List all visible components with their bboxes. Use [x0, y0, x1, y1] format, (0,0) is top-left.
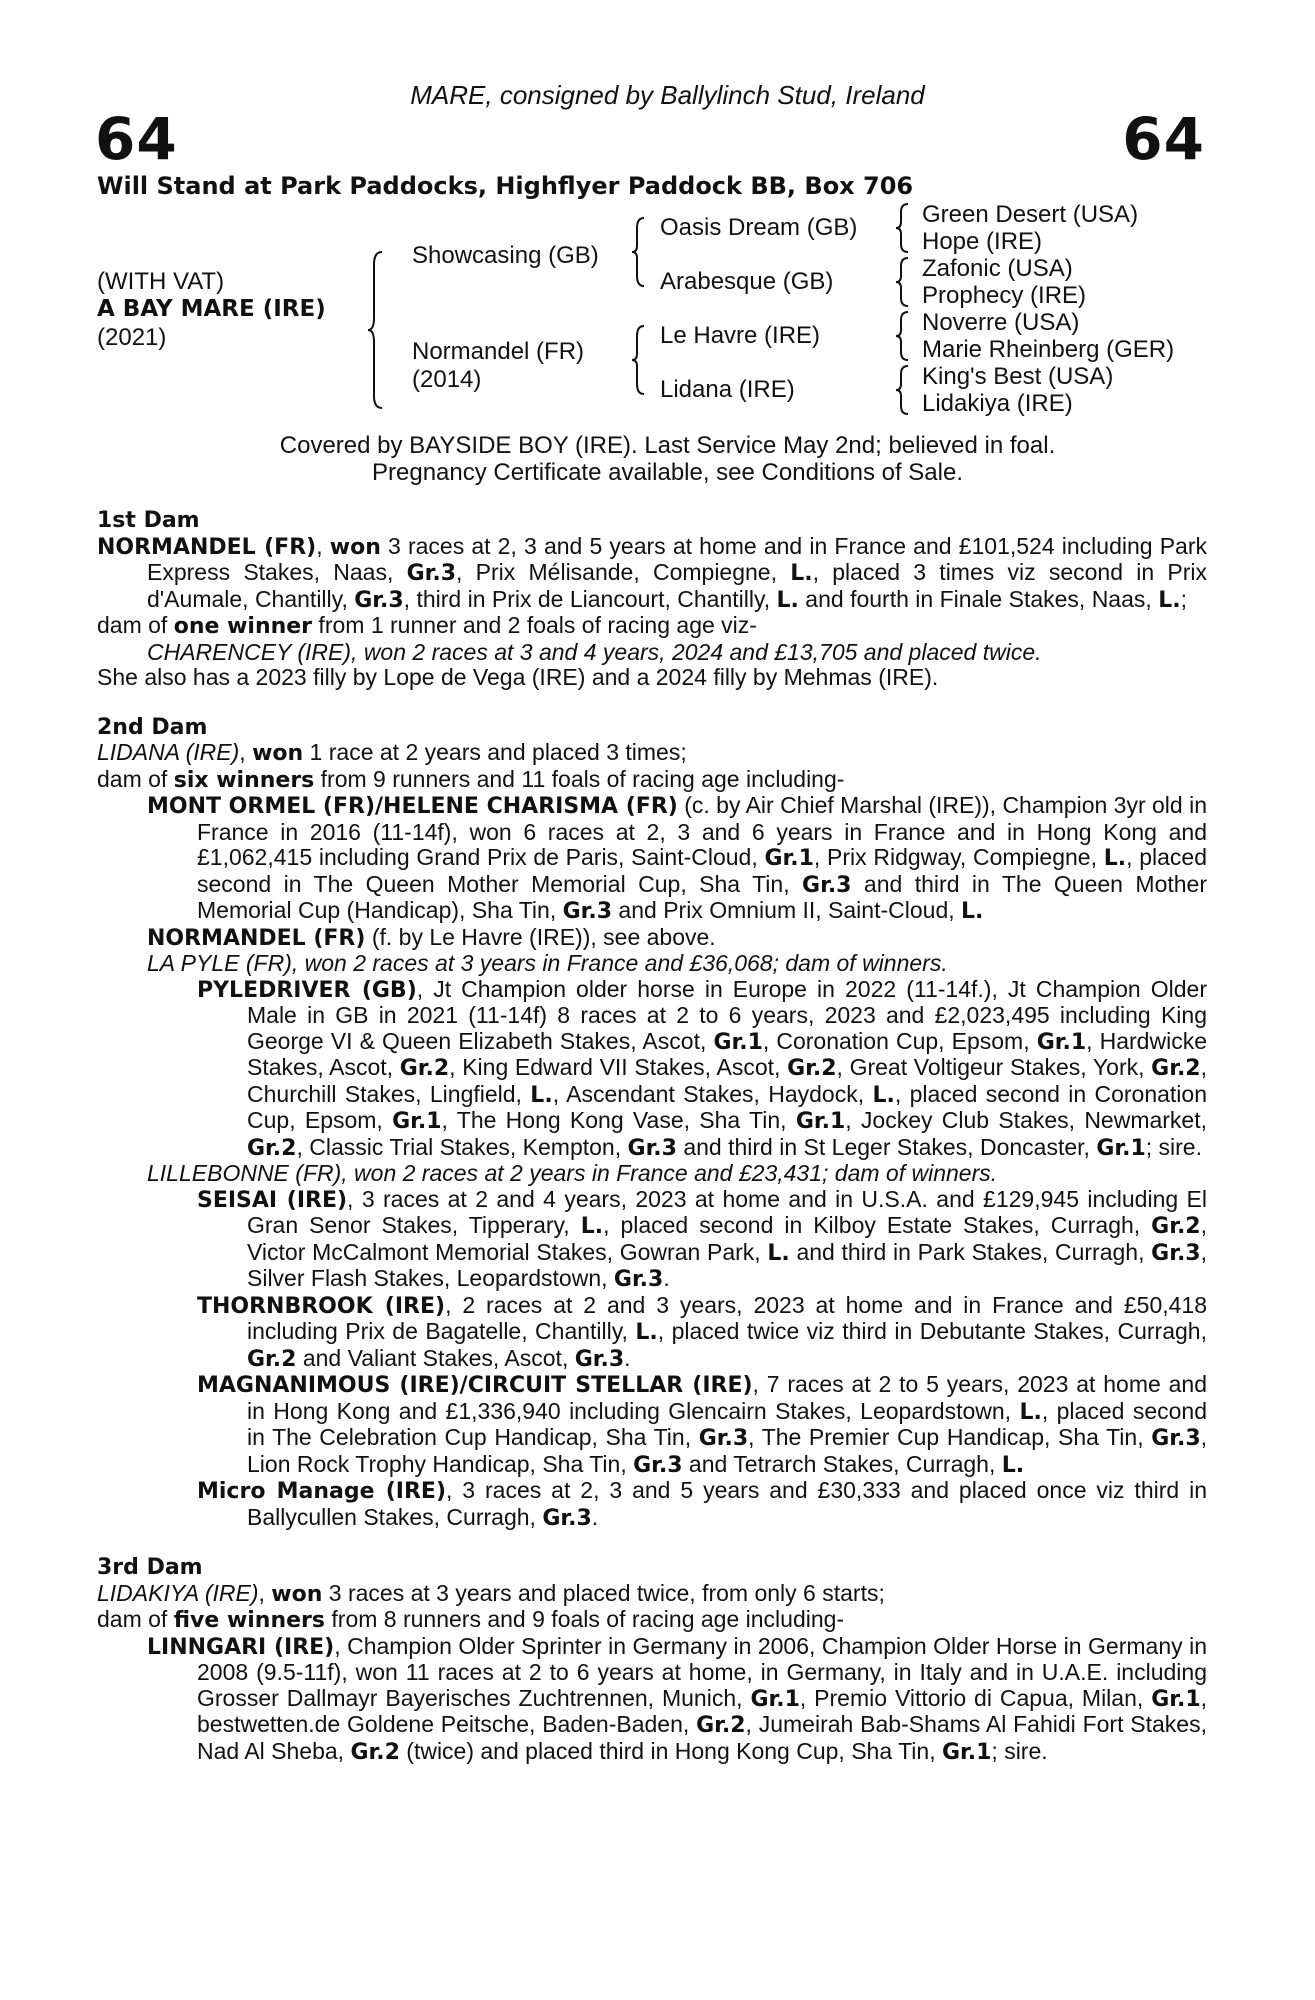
- horse-name: NORMANDEL (FR): [147, 925, 366, 951]
- text: from 1 runner and 2 foals of racing age viz-: [312, 612, 757, 638]
- first-dam-heading: 1st Dam: [97, 508, 200, 533]
- horse-name: A BAY MARE (IRE): [97, 296, 326, 322]
- text: , Jt Champion older horse in Europe in 2022 (11-14f.), Jt Champion Older Male in GB in 2021 (11-14f) 8 races at 2 to 6 years, 2023 and £2,023,495 including King George VI & Queen Elizabeth Stakes, Ascot,: [247, 975, 1207, 1054]
- text: , King Edward VII Stakes, Ascot,: [449, 1054, 788, 1080]
- text: and third in Park Stakes, Curragh,: [789, 1238, 1152, 1265]
- text: ;: [1180, 585, 1187, 612]
- text: .: [624, 1344, 631, 1371]
- horse-name: PYLEDRIVER (GB): [197, 977, 417, 1003]
- third-dam-record: LIDAKIYA (IRE), won 3 races at 3 years and placed twice, from only 6 starts;: [97, 1579, 885, 1607]
- text: and third in The Queen Mother Memorial Cup (Handicap), Sha Tin,: [197, 870, 1207, 923]
- text: and fourth in Finale Stakes, Naas,: [798, 585, 1159, 612]
- text: , Hardwicke Stakes, Ascot,: [247, 1027, 1207, 1080]
- text: , placed twice viz third in Debutante Stakes, Curragh,: [657, 1318, 1207, 1344]
- grade: Gr.1: [713, 1029, 763, 1055]
- horse-name: MONT ORMEL (FR)/HELENE CHARISMA (FR): [147, 794, 678, 819]
- text: , bestwetten.de Goldene Peitsche, Baden-Baden,: [197, 1684, 1208, 1737]
- gg-5: Noverre (USA): [922, 309, 1080, 336]
- sire-dam: Arabesque (GB): [660, 268, 834, 295]
- sire-sire: Oasis Dream (GB): [660, 214, 858, 241]
- text: and Prix Omnium II, Saint-Cloud,: [612, 897, 962, 923]
- grade: Gr.2: [696, 1713, 746, 1738]
- won-label: won: [271, 1581, 323, 1607]
- second-dam-record: LIDANA (IRE), won 1 race at 2 years and placed 3 times;: [97, 739, 687, 766]
- text: from 8 runners and 9 foals of racing age including-: [325, 1606, 845, 1632]
- grade: Gr.1: [795, 1109, 846, 1134]
- grandproduce-entry: [97, 1372, 1207, 1478]
- gg-4: Prophecy (IRE): [922, 282, 1087, 309]
- grade: Gr.1: [1096, 1135, 1146, 1161]
- stand-location: Will Stand at Park Paddocks, Highflyer Paddock BB, Box 706: [97, 172, 914, 200]
- brace-g4: [896, 364, 912, 416]
- grade: Gr.3: [613, 1267, 664, 1292]
- grade: L.: [872, 1082, 895, 1108]
- gg-7: King's Best (USA): [922, 363, 1114, 390]
- foal-note: She also has a 2023 filly by Lope de Vega (IRE) and a 2024 filly by Mehmas (IRE).: [97, 664, 939, 690]
- text: , placed second in The Queen Mother Memorial Cup, Sha Tin,: [197, 844, 1208, 897]
- brace-main: [368, 250, 388, 410]
- grade: Gr.2: [1151, 1056, 1201, 1081]
- text: ; sire.: [1145, 1133, 1202, 1160]
- grade: Gr.1: [1151, 1686, 1201, 1712]
- text: dam of: [97, 612, 174, 638]
- grade: Gr.1: [941, 1739, 992, 1765]
- grade: Gr.1: [1036, 1029, 1087, 1055]
- produce-record: [97, 508, 1207, 1765]
- covered-line-2: Pregnancy Certificate available, see Conditions of Sale.: [372, 459, 963, 486]
- grade: Gr.2: [787, 1056, 837, 1081]
- foal-entry: CHARENCEY (IRE), won 2 races at 3 and 4 years, 2024 and £13,705 and placed twice.: [147, 638, 1042, 665]
- text: ; sire.: [991, 1737, 1048, 1764]
- text: and Valiant Stakes, Ascot,: [296, 1344, 575, 1371]
- gg-2: Hope (IRE): [922, 228, 1043, 255]
- text: , 3 races at 2 and 4 years, 2023 at home and in U.S.A. and £129,945 including El Gran Senor Stakes, Tipperary,: [247, 1185, 1207, 1238]
- grade: Gr.2: [247, 1346, 297, 1372]
- gg-6: Marie Rheinberg (GER): [922, 336, 1175, 363]
- winners-count: six winners: [173, 767, 315, 793]
- grade: Gr.1: [750, 1686, 800, 1712]
- sire: Showcasing (GB): [412, 242, 599, 269]
- gg-1: Green Desert (USA): [922, 201, 1139, 228]
- grade: Gr.3: [633, 1452, 683, 1478]
- text: , The Hong Kong Vase, Sha Tin,: [441, 1107, 796, 1133]
- grade: L.: [1103, 846, 1127, 871]
- consignor-line: MARE, consigned by Ballylinch Stud, Ireland: [410, 80, 925, 110]
- text: , Victor McCalmont Memorial Stakes, Gowran Park,: [247, 1212, 1207, 1265]
- text: , placed 3 times viz second in Prix d'Aumale, Chantilly,: [147, 559, 1207, 612]
- text: .: [663, 1265, 670, 1291]
- third-dam-heading: 3rd Dam: [97, 1555, 203, 1580]
- horse-name: LINNGARI (IRE): [147, 1634, 335, 1660]
- grade: Gr.1: [764, 846, 814, 871]
- grade: Gr.2: [247, 1135, 297, 1161]
- dam-dam: Lidana (IRE): [660, 376, 795, 403]
- dam-sire: Le Havre (IRE): [660, 322, 821, 349]
- grade: L.: [767, 1240, 790, 1266]
- text: , Classic Trial Stakes, Kempton,: [296, 1133, 628, 1160]
- grade: Gr.3: [562, 899, 613, 924]
- brace-g1: [896, 202, 912, 254]
- dam-year: (2014): [412, 366, 482, 393]
- grade: Gr.3: [802, 872, 852, 898]
- grade: L.: [1001, 1452, 1025, 1478]
- grade: Gr.1: [392, 1109, 442, 1134]
- text: and Tetrarch Stakes, Curragh,: [682, 1450, 1002, 1477]
- first-dam-produce: [97, 613, 1207, 640]
- brace-g2: [896, 256, 912, 308]
- winners-count: one winner: [173, 614, 313, 639]
- text: .: [591, 1503, 599, 1530]
- produce-entry: LILLEBONNE (FR), won 2 races at 2 years in France and £23,431; dam of winners.: [147, 1160, 998, 1186]
- grandproduce-entry: [97, 977, 1207, 1162]
- gg-8: Lidakiya (IRE): [922, 390, 1073, 417]
- text: , placed second in Kilboy Estate Stakes, Curragh,: [603, 1212, 1152, 1238]
- grade: L.: [530, 1082, 553, 1108]
- text: , Lion Rock Trophy Handicap, Sha Tin,: [247, 1424, 1208, 1477]
- grandproduce-entry: [97, 1293, 1207, 1373]
- won-label: won: [329, 534, 381, 560]
- grade: L.: [961, 899, 984, 924]
- grade: Gr.2: [350, 1739, 400, 1765]
- grade: L.: [1158, 587, 1181, 613]
- text: (f. by Le Havre (IRE)), see above.: [365, 923, 716, 950]
- horse-name: Micro Manage (IRE): [197, 1479, 446, 1504]
- produce-entry: [97, 925, 1207, 952]
- grade: L.: [790, 561, 813, 586]
- text: , 3 races at 2, 3 and 5 years and £30,333 and placed once viz third in Ballycullen Stakes, Curragh,: [247, 1477, 1207, 1530]
- text: , Jockey Club Stakes, Newmarket,: [845, 1107, 1208, 1133]
- text: , Premio Vittorio di Capua, Milan,: [799, 1684, 1152, 1711]
- horse-year: (2021): [97, 324, 167, 351]
- text: (c. by Air Chief Marshal (IRE)), Champion 3yr old in France in 2016 (11-14f), won 6 races at 2, 3 and 6 years in France and in Hong Kong and £1,062,415 including Grand Prix de Paris, Saint-Cloud,: [197, 792, 1207, 870]
- grade: Gr.3: [1151, 1426, 1201, 1451]
- second-dam-heading: 2nd Dam: [97, 714, 208, 740]
- third-dam-produce: [97, 1607, 1207, 1634]
- grade: Gr.3: [1151, 1240, 1201, 1266]
- winners-count: five winners: [173, 1608, 326, 1633]
- third-dam-name: LIDAKIYA (IRE): [97, 1579, 259, 1606]
- produce-entry: [97, 1634, 1207, 1766]
- text: dam of: [97, 1606, 174, 1632]
- text: 3 races at 2, 3 and 5 years at home and in France and £101,524 including Park Express Stakes, Naas,: [147, 532, 1208, 585]
- text: , Silver Flash Stakes, Leopardstown,: [247, 1238, 1207, 1291]
- covered-line-1: Covered by BAYSIDE BOY (IRE). Last Service May 2nd; believed in foal.: [279, 432, 1056, 459]
- first-dam-name: NORMANDEL (FR): [97, 534, 317, 560]
- brace-dam: [632, 324, 648, 396]
- text: , 2 races at 2 and 3 years, 2023 at home and in France and £50,418 including Prix de Bagatelle, Chantilly,: [247, 1291, 1207, 1344]
- produce-entry: [97, 793, 1207, 925]
- text: dam of: [97, 765, 174, 792]
- text: 3 races at 3 years and placed twice, from only 6 starts;: [322, 1579, 885, 1606]
- second-dam-produce: [97, 767, 1207, 794]
- grade: Gr.3: [574, 1346, 625, 1372]
- text: , placed second in The Celebration Cup Handicap, Sha Tin,: [247, 1397, 1207, 1450]
- text: , The Premier Cup Handicap, Sha Tin,: [748, 1424, 1152, 1450]
- text: , placed second in Coronation Cup, Epsom,: [247, 1080, 1208, 1133]
- text: , Churchill Stakes, Lingfield,: [247, 1054, 1207, 1107]
- text: and third in St Leger Stakes, Doncaster,: [676, 1133, 1097, 1160]
- text: , Prix Mélisande, Compiegne,: [456, 559, 791, 585]
- won-label: won: [252, 741, 304, 766]
- brace-sire: [632, 216, 648, 288]
- grade: L.: [580, 1214, 604, 1239]
- grade: Gr.3: [698, 1426, 749, 1451]
- text: , Coronation Cup, Epsom,: [762, 1027, 1037, 1054]
- text: , third in Prix de Liancourt, Chantilly,: [403, 585, 777, 612]
- grandproduce-entry: [97, 1478, 1207, 1531]
- horse-name: SEISAI (IRE): [197, 1187, 348, 1213]
- text: , 7 races at 2 to 5 years, 2023 at home and in Hong Kong and £1,336,940 including Glencairn Stakes, Leopardstown,: [247, 1371, 1207, 1424]
- grade: Gr.2: [399, 1056, 450, 1081]
- horse-name: THORNBROOK (IRE): [197, 1293, 446, 1319]
- second-dam-name: LIDANA (IRE): [97, 739, 240, 765]
- lot-number-left: 64: [95, 105, 178, 173]
- text: 1 race at 2 years and placed 3 times;: [303, 739, 687, 765]
- grade: Gr.3: [627, 1135, 677, 1161]
- grade: L.: [635, 1320, 658, 1345]
- text: from 9 runners and 11 foals of racing age including-: [314, 765, 845, 792]
- text: , Great Voltigeur Stakes, York,: [836, 1054, 1152, 1080]
- text: , Prix Ridgway, Compiegne,: [813, 844, 1104, 870]
- text: , Jumeirah Bab-Shams Al Fahidi Fort Stakes, Nad Al Sheba,: [197, 1711, 1207, 1764]
- text: , Ascendant Stakes, Haydock,: [552, 1080, 873, 1107]
- grade: L.: [776, 587, 799, 613]
- grade: Gr.3: [406, 561, 457, 586]
- grade: Gr.2: [1151, 1214, 1201, 1239]
- grade: L.: [1019, 1399, 1042, 1425]
- first-dam-record: NORMANDEL (FR), won 3 races at 2, 3 and 5 years at home and in France and £101,524 including Park Express Stakes, Naas, Gr.3, Prix Mélisande, Compiegne, L., placed 3 times viz second in Prix d'Aumale, Chantilly, Gr.3, third in Prix de Liancourt, Chantilly, L. and fourth in Finale Stakes, Naas, L.;: [97, 532, 1208, 613]
- lot-number-right: 64: [1122, 105, 1205, 173]
- vat-note: (WITH VAT): [97, 268, 225, 295]
- gg-3: Zafonic (USA): [922, 255, 1073, 282]
- text: (twice) and placed third in Hong Kong Cup, Sha Tin,: [399, 1737, 942, 1764]
- text: , Champion Older Sprinter in Germany in 2006, Champion Older Horse in Germany in 2008 (9.5-11f), won 11 races at 2 to 6 years at home, in Germany, in Italy and in U.A.E. including Grosser Dallmayr Bayerisches Zuchtrennen, Munich,: [197, 1632, 1207, 1711]
- dam: Normandel (FR): [412, 338, 585, 365]
- covered-note: [0, 432, 1315, 486]
- horse-name: MAGNANIMOUS (IRE)/CIRCUIT STELLAR (IRE): [197, 1373, 753, 1398]
- grade: Gr.3: [354, 587, 404, 613]
- brace-g3: [896, 310, 912, 362]
- grandproduce-entry: [97, 1187, 1207, 1293]
- produce-entry: LA PYLE (FR), won 2 races at 3 years in France and £36,068; dam of winners.: [147, 950, 948, 976]
- grade: Gr.3: [542, 1505, 592, 1531]
